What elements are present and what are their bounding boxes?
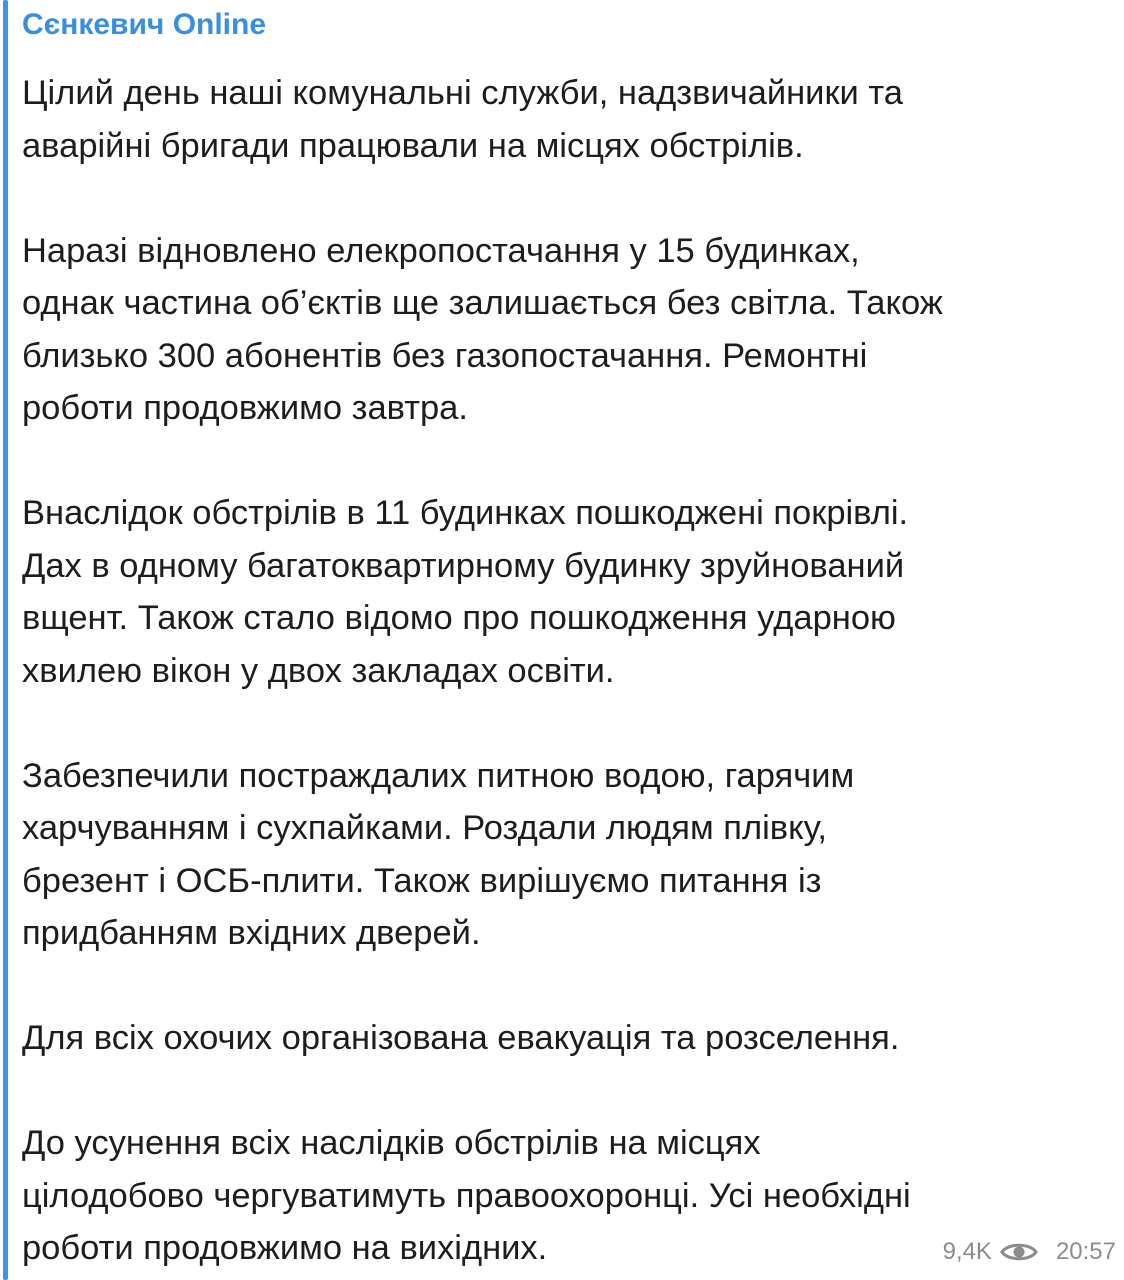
message-line: Наразі відновлено елекропостачання у 15 будинках, (22, 231, 860, 270)
message-paragraph (22, 750, 1117, 960)
message-paragraph (22, 1012, 1117, 1065)
message-line: Для всіх охочих організована евакуація та розселення. (22, 1019, 900, 1057)
view-count: 9,4K (942, 1238, 992, 1265)
message-line: близько 300 абонентів без газопостачання. Ремонтні (22, 336, 868, 375)
message-paragraph (22, 67, 1117, 172)
message-line: придбанням вхідних дверей. (22, 914, 481, 952)
message-line: Забезпечили постраждалих питною водою, гарячим (22, 756, 855, 795)
channel-name-link[interactable]: Сєнкевич Online (22, 8, 267, 41)
message-line: Внаслідок обстрілів в 11 будинках пошкоджені покрівлі. (22, 494, 909, 532)
message-line: аварійні бригади працювали на місцях обстрілів. (22, 126, 804, 165)
message-line: цілодобово чергуватимуть правоохоронці. Усі необхідні (22, 1176, 911, 1215)
message-line: роботи продовжимо завтра. (22, 389, 468, 427)
message-line: харчуванням і сухпайками. Роздали людям плівку, (22, 809, 827, 847)
message-paragraph (22, 225, 1117, 435)
message-paragraph (22, 487, 1117, 697)
message-line: вщент. Також стало відомо про пошкодження ударною (22, 599, 896, 637)
forward-accent-bar (3, 0, 8, 1280)
message-text (22, 67, 1117, 1275)
message-line: хвилею вікон у двох закладах освіти. (22, 651, 615, 690)
message-line: брезент і ОСБ-плити. Також вирішуємо питання із (22, 861, 822, 900)
message-line: Дах в одному багатоквартирному будинку зруйнований (22, 546, 905, 585)
message-line: Цілий день наші комунальні служби, надзвичайники та (22, 74, 903, 112)
message-line: однак частина об’єктів ще залишається без світла. Також (22, 284, 943, 322)
message-line: роботи продовжимо на вихідних. (22, 1229, 548, 1267)
eye-icon (1000, 1240, 1038, 1264)
message-time: 20:57 (1055, 1238, 1116, 1265)
message-meta (943, 1238, 1116, 1266)
message-line: До усунення всіх наслідків обстрілів на місцях (22, 1124, 761, 1162)
